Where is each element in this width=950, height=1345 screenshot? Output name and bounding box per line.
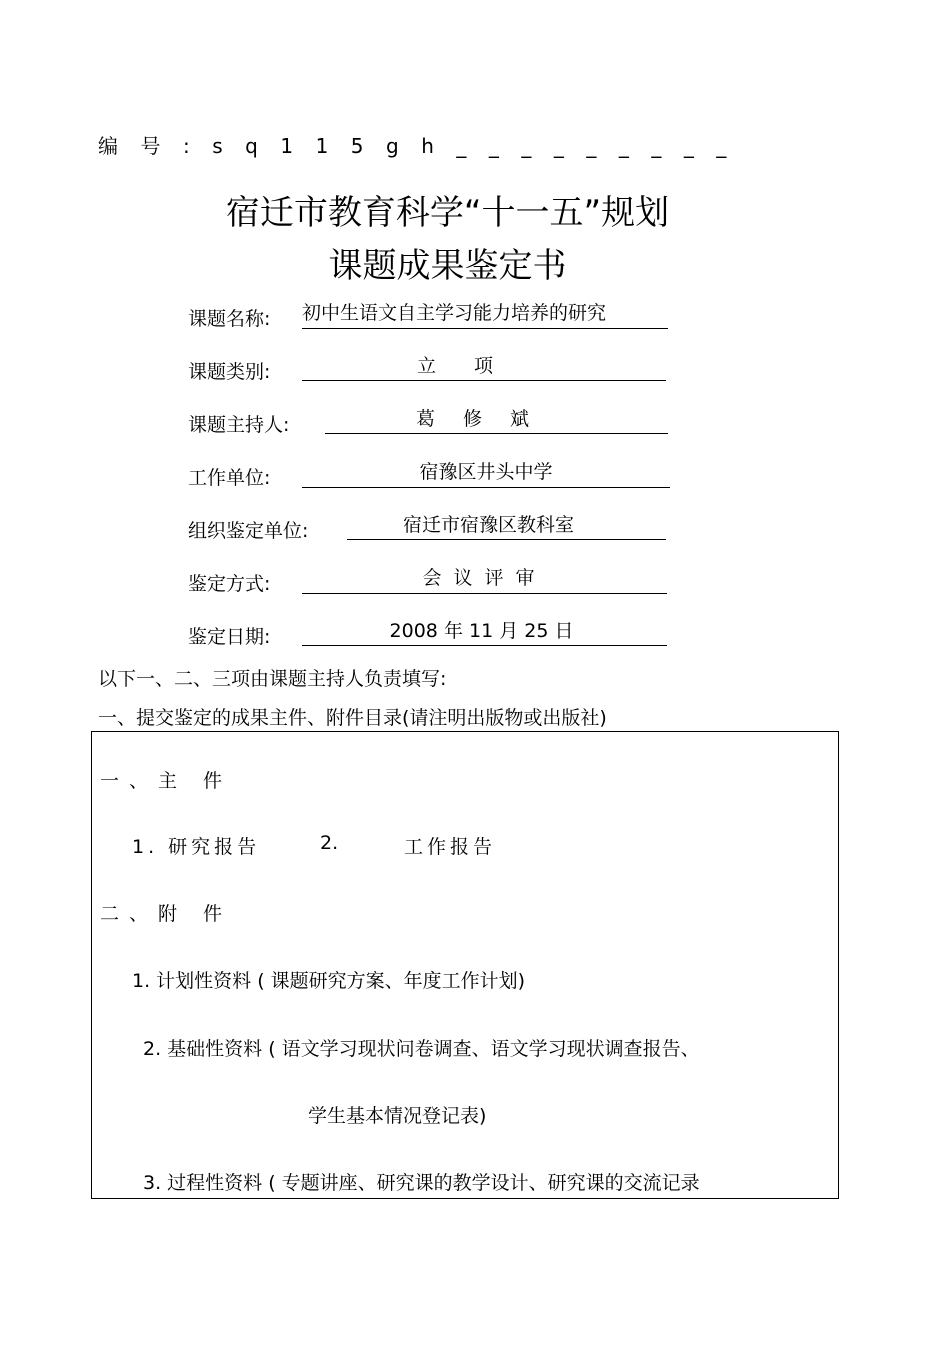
fill-instruction-note: 以下一、二、三项由课题主持人负责填写: (98, 668, 447, 690)
main-item-number: 2. (320, 832, 339, 854)
main-items-heading: 一、主 件 (100, 770, 233, 792)
field-label-appraisal-org: 组织鉴定单位: (188, 520, 309, 542)
document-title: 宿迁市教育科学“十一五”规划 (225, 193, 670, 233)
field-value-host: 葛修斌 (325, 407, 668, 434)
field-value-appraisal-date: 2008 年 11 月 25 日 (302, 619, 667, 646)
section-heading: 一、提交鉴定的成果主件、附件目录(请注明出版物或出版社) (98, 707, 607, 729)
field-value-project-category: 立项 (302, 354, 666, 381)
field-label-project-category: 课题类别: (188, 361, 271, 383)
attachment-item: 1. 计划性资料 ( 课题研究方案、年度工作计划) (132, 970, 526, 992)
field-value-project-name: 初中生语文自主学习能力培养的研究 (302, 301, 668, 329)
field-label-project-name: 课题名称: (188, 308, 271, 330)
field-label-appraisal-method: 鉴定方式: (188, 573, 271, 595)
serial-number: 编号:sq115gh_________ (98, 134, 749, 158)
attachment-item: 3. 过程性资料 ( 专题讲座、研究课的教学设计、研究课的交流记录 (143, 1172, 700, 1194)
field-value-work-unit: 宿豫区井头中学 (302, 460, 670, 488)
document-subtitle: 课题成果鉴定书 (328, 246, 567, 286)
attachment-item-continuation: 学生基本情况登记表) (308, 1105, 487, 1127)
field-label-appraisal-date: 鉴定日期: (188, 626, 271, 648)
field-value-appraisal-org: 宿迁市宿豫区教科室 (347, 513, 666, 540)
main-item: 工作报告 (404, 836, 497, 858)
field-label-host: 课题主持人: (188, 414, 290, 436)
attachment-item: 2. 基础性资料 ( 语文学习现状问卷调查、语文学习现状调查报告、 (143, 1038, 700, 1060)
results-list-box (91, 731, 839, 1199)
field-label-work-unit: 工作单位: (188, 467, 271, 489)
main-item: 1. 研究报告 (132, 836, 261, 858)
attachments-heading: 二、附 件 (100, 903, 233, 925)
field-value-appraisal-method: 会议评审 (302, 566, 667, 594)
